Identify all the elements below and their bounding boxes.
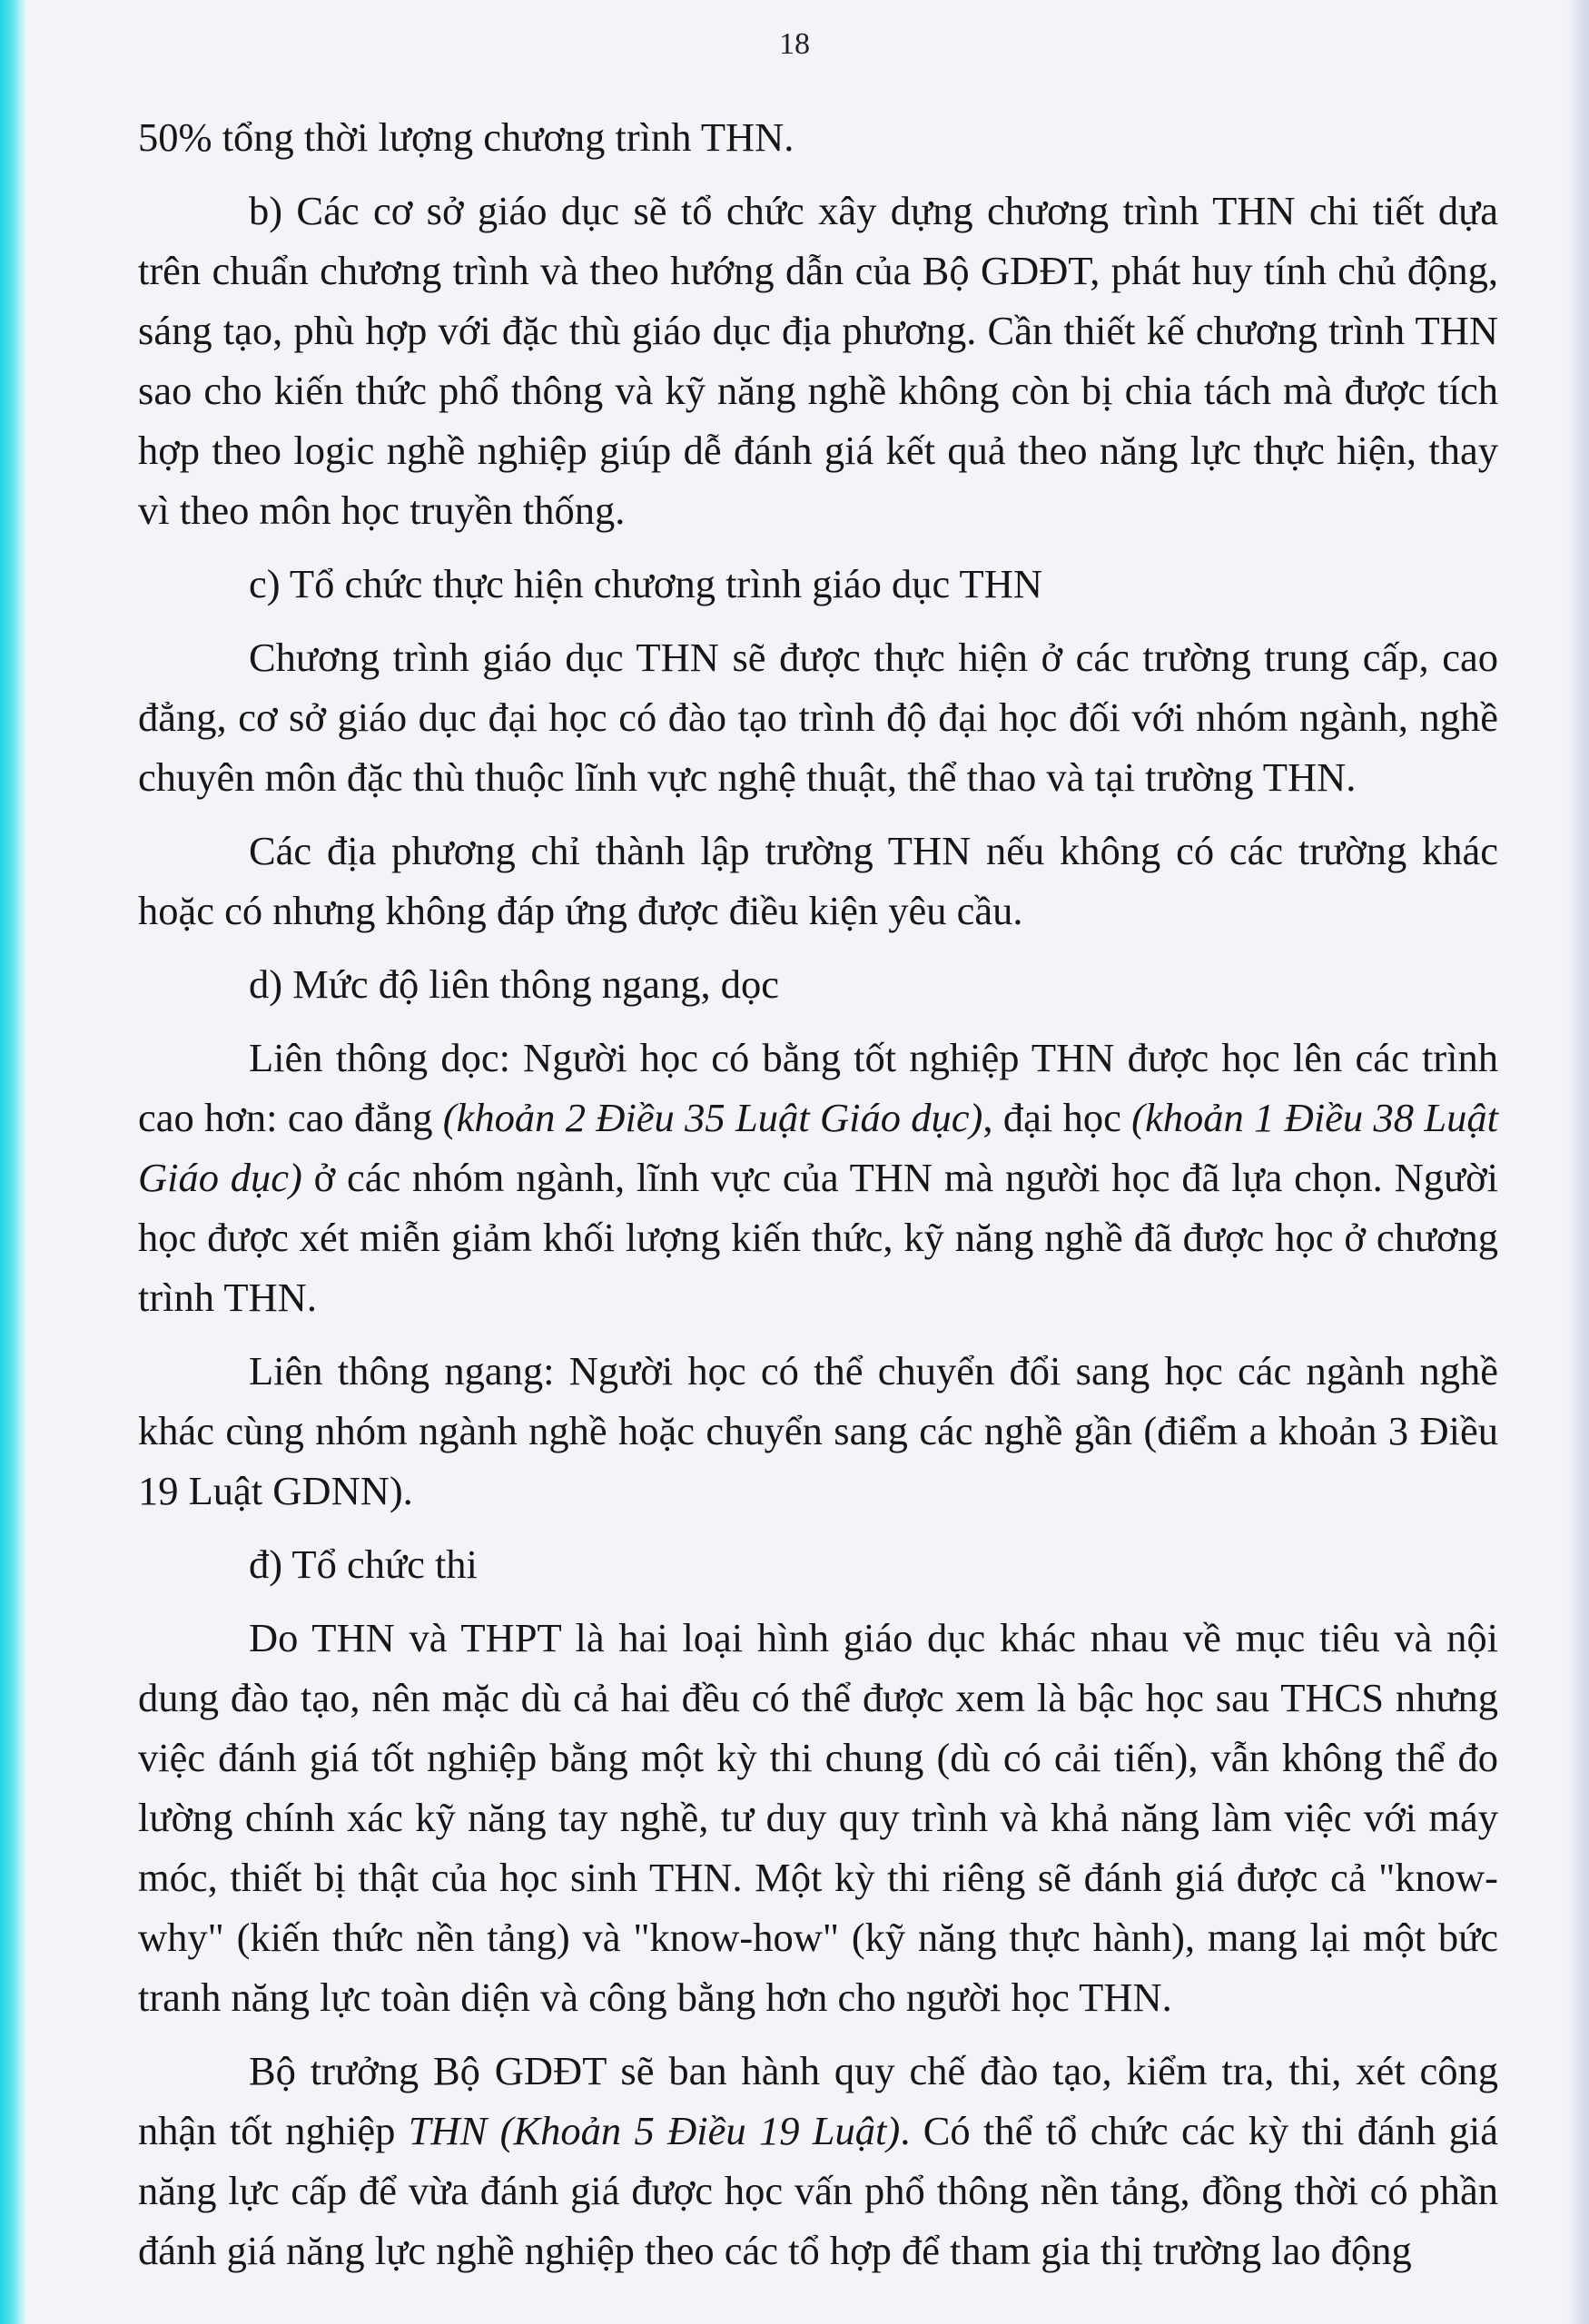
- heading-dd: đ) Tổ chức thi: [249, 1541, 478, 1587]
- citation-khoan-2-dieu-35: (khoản 2 Điều 35 Luật Giáo dục): [442, 1095, 983, 1140]
- paragraph-4: Chương trình giáo dục THN sẽ được thực hiện ở các trường trung cấp, cao đẳng, cơ sở giáo dục đại học có đào tạo trình độ đại học đối với nhóm ngành, nghề chuyên môn đặc thù thuộc lĩnh vực nghệ thuật, thể thao và tại trường THN.: [138, 635, 1498, 800]
- heading-d: d) Mức độ liên thông ngang, dọc: [249, 961, 779, 1007]
- heading-c: c) Tổ chức thực hiện chương trình giáo dục THN: [249, 561, 1043, 606]
- paragraph-11: [138, 2041, 1498, 2280]
- paragraph-11-text-a: Bộ trưởng Bộ GDĐT sẽ ban hành quy chế đào tạo, kiểm tra, thi, xét công nhận tốt nghiệp: [138, 2048, 1498, 2153]
- paragraph-5: Các địa phương chỉ thành lập trường THN nếu không có các trường khác hoặc có nhưng không đáp ứng được điều kiện yêu cầu.: [138, 828, 1498, 933]
- page-edge-left: [0, 0, 27, 2324]
- paragraph-8: Liên thông ngang: Người học có thể chuyển đổi sang học các ngành nghề khác cùng nhóm ngành nghề hoặc chuyển sang các nghề gần (điểm a khoản 3 Điều 19 Luật GDNN).: [138, 1348, 1498, 1513]
- document-body: [138, 107, 1498, 2294]
- citation-khoan-1-dieu-38: (khoản 1 Điều 38 Luật Giáo dục): [138, 1095, 1498, 1200]
- paragraph-7-text-e: ở các nhóm ngành, lĩnh vực của THN mà người học đã lựa chọn. Người học được xét miễn giảm khối lượng kiến thức, kỹ năng nghề đã được học ở chương trình THN.: [138, 1155, 1498, 1320]
- page-number: 18: [779, 27, 810, 61]
- page-edge-right: [1567, 0, 1589, 2324]
- paragraph-7-text-c: , đại học: [982, 1095, 1132, 1140]
- paragraph-7: [138, 1028, 1498, 1327]
- paragraph-11-text-c: . Có thể tổ chức các kỳ thi đánh giá năng lực cấp để vừa đánh giá được học vấn phổ thông nền tảng, đồng thời có phần đánh giá năng lực nghề nghiệp theo các tổ hợp để tham gia thị trường lao động: [138, 2108, 1499, 2273]
- paragraph-10: Do THN và THPT là hai loại hình giáo dục khác nhau về mục tiêu và nội dung đào tạo, nên mặc dù cả hai đều có thể được xem là bậc học sau THCS nhưng việc đánh giá tốt nghiệp bằng một kỳ thi chung (dù có cải tiến), vẫn không thể đo lường chính xác kỹ năng tay nghề, tư duy quy trình và khả năng làm việc với máy móc, thiết bị thật của học sinh THN. Một kỳ thi riêng sẽ đánh giá được cả "know-why" (kiến thức nền tảng) và "know-how" (kỹ năng thực hành), mang lại một bức tranh năng lực toàn diện và công bằng hơn cho người học THN.: [138, 1615, 1498, 2020]
- paragraph-7-text-a: Liên thông dọc: Người học có bằng tốt nghiệp THN được học lên các trình cao hơn: cao đẳng: [138, 1035, 1498, 1140]
- paragraph-2: b) Các cơ sở giáo dục sẽ tổ chức xây dựng chương trình THN chi tiết dựa trên chuẩn chương trình và theo hướng dẫn của Bộ GDĐT, phát huy tính chủ động, sáng tạo, phù hợp với đặc thù giáo dục địa phương. Cần thiết kế chương trình THN sao cho kiến thức phổ thông và kỹ năng nghề không còn bị chia tách mà được tích hợp theo logic nghề nghiệp giúp dễ đánh giá kết quả theo năng lực thực hiện, thay vì theo môn học truyền thống.: [138, 188, 1498, 533]
- paragraph-1: 50% tổng thời lượng chương trình THN.: [138, 114, 794, 160]
- citation-khoan-5-dieu-19: THN (Khoản 5 Điều 19 Luật): [408, 2108, 901, 2153]
